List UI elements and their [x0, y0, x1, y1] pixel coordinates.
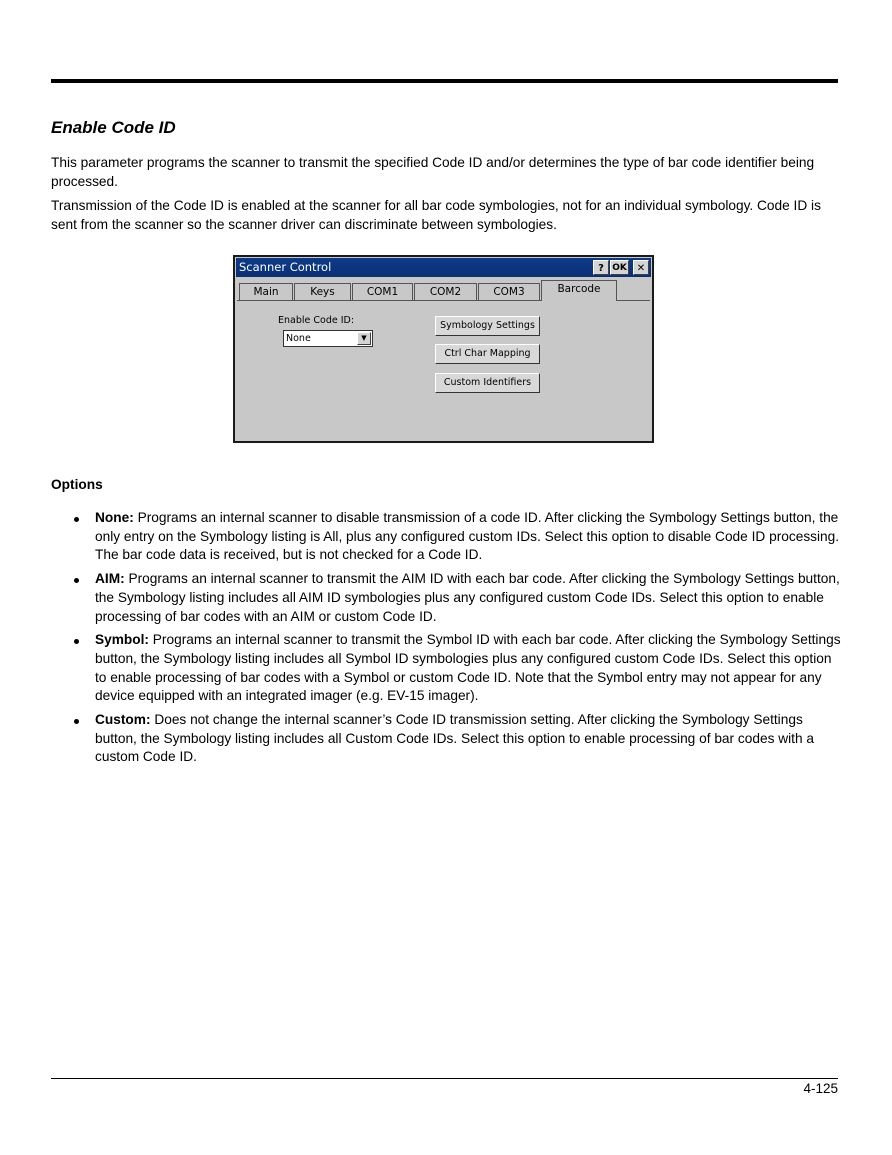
scanner-control-window	[233, 255, 654, 443]
transmission-paragraph: Transmission of the Code ID is enabled at the scanner for all bar code symbologies, not for an individual symbology. Code ID is sent from the scanner so the scanner driver can discriminate between symbologies.	[51, 198, 821, 232]
option-term: Symbol:	[95, 632, 149, 648]
intro-paragraph: This parameter programs the scanner to transmit the specified Code ID and/or determines the type of bar code identifier being processed.	[51, 155, 815, 189]
close-icon[interactable]: ✕	[633, 260, 649, 275]
option-symbol	[51, 631, 841, 706]
enable-code-id-dropdown[interactable]	[283, 330, 373, 347]
barcode-tab-pane	[237, 300, 650, 439]
top-rule	[51, 79, 838, 83]
custom-identifiers-button[interactable]: Custom Identifiers	[435, 373, 540, 393]
ok-button[interactable]: OK	[610, 260, 629, 275]
option-description: Does not change the internal scanner’s Code ID transmission setting. After clicking the Symbology Settings button, the Symbology listing includes all Custom Code IDs. Select this option to enable processing of bar codes with a custom Code ID.	[95, 712, 814, 765]
tab-com1[interactable]: COM1	[352, 283, 413, 300]
option-term: AIM:	[95, 571, 125, 587]
chevron-down-icon[interactable]: ▼	[357, 332, 371, 345]
option-description: Programs an internal scanner to transmit the Symbol ID with each bar code. After clicking the Symbology Settings button, the Symbology listing includes all Symbol ID symbologies plus any configured custom Code IDs. Select this option to enable processing of bar codes with a Symbol or custom Code ID. Note that the Symbol entry may not appear for any device equipped with an integrated imager (e.g. EV-15 imager).	[95, 632, 841, 704]
options-list	[51, 509, 841, 772]
bullet-icon	[74, 578, 79, 583]
options-heading: Options	[51, 477, 103, 492]
bullet-icon	[74, 639, 79, 644]
tab-keys[interactable]: Keys	[294, 283, 351, 300]
help-button[interactable]: ?	[593, 260, 609, 275]
option-custom	[51, 711, 841, 767]
tab-barcode[interactable]: Barcode	[541, 280, 617, 301]
tab-main[interactable]: Main	[239, 283, 293, 300]
option-description: Programs an internal scanner to disable transmission of a code ID. After clicking the Symbology Settings button, the only entry on the Symbology listing is All, plus any configured custom IDs. Select this option to disable Code ID processing. The bar code data is received, but is not checked for a Code ID.	[95, 510, 840, 563]
option-term: Custom:	[95, 712, 151, 728]
option-description: Programs an internal scanner to transmit the AIM ID with each bar code. After clicking the Symbology Settings button, the Symbology listing includes all AIM ID symbologies plus any configured custom Code IDs. Select this option to enable processing of bar codes with an AIM or custom Code ID.	[95, 571, 840, 624]
tab-com3[interactable]: COM3	[478, 283, 540, 300]
option-term: None:	[95, 510, 134, 525]
option-none	[51, 509, 841, 565]
bullet-icon	[74, 719, 79, 724]
bottom-rule	[51, 1078, 838, 1079]
page-number: 4-125	[803, 1081, 838, 1096]
option-aim	[51, 570, 841, 626]
enable-code-id-label: Enable Code ID:	[278, 315, 355, 326]
window-titlebar	[236, 258, 651, 277]
bullet-icon	[74, 517, 79, 522]
symbology-settings-button[interactable]: Symbology Settings	[435, 316, 540, 336]
enable-code-id-value: None	[286, 333, 311, 344]
window-title: Scanner Control	[239, 260, 332, 274]
tab-com2[interactable]: COM2	[414, 283, 477, 300]
ctrl-char-mapping-button[interactable]: Ctrl Char Mapping	[435, 344, 540, 364]
section-heading: Enable Code ID	[51, 118, 176, 137]
